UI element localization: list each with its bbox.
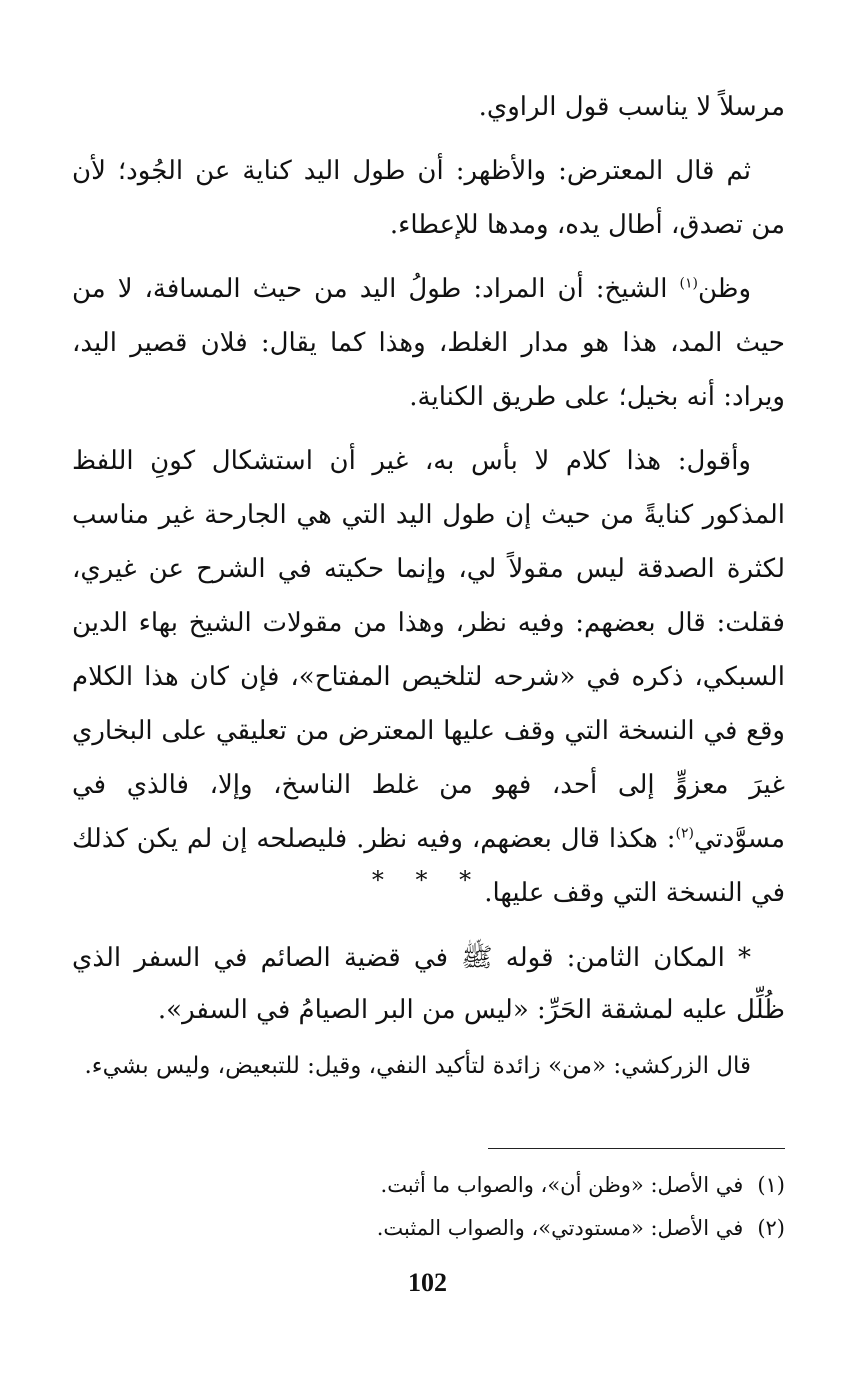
footnotes	[72, 1164, 785, 1250]
footnote-divider	[488, 1148, 785, 1149]
footnote-2-number: (٢)	[757, 1216, 785, 1240]
paragraph-4	[72, 434, 785, 920]
paragraph-4-rest: : هكذا قال بعضهم، وفيه نظر. فليصلحه إن لم يكن كذلك في النسخة التي وقف عليها.	[72, 824, 785, 908]
footnote-1	[72, 1164, 785, 1207]
paragraph-1: مرسلاً لا يناسب قول الراوي.	[478, 92, 785, 122]
section-separator: * * *	[371, 866, 484, 894]
page-number: 102	[408, 1268, 447, 1297]
paragraph-2: ثم قال المعترض: والأظهر: أن طول اليد كناية عن الجُود؛ لأن من تصدق، أطال يده، ومدها للإعطاء.	[72, 156, 785, 240]
footnote-1-number: (١)	[757, 1173, 785, 1197]
main-text	[72, 80, 785, 930]
section-heading: * المكان الثامن: قوله ﷺ في قضية الصائم في السفر الذي ظُلِّل عليه لمشقة الحَرِّ: «ليس من البر الصيامُ في السفر».	[72, 943, 785, 1025]
footnote-1-text: في الأصل: «وظن أن»، والصواب ما أثبت.	[380, 1173, 744, 1197]
footnote-ref-1: (١)	[679, 275, 698, 292]
paragraph-3-rest: الشيخ: أن المراد: طولُ اليد من حيث المسافة، لا من حيث المد، هذا هو مدار الغلط، وهذا كما يقال: فلان قصير اليد، ويراد: أنه بخيل؛ على طريق الكناية.	[72, 274, 785, 412]
paragraph-3	[72, 262, 785, 424]
footnote-ref-2: (٢)	[675, 825, 694, 842]
section-eighth-place	[72, 932, 785, 1092]
footnote-2	[72, 1207, 785, 1250]
paragraph-4-start: وأقول: هذا كلام لا بأس به، غير أن استشكال كونِ اللفظ المذكور كنايةً من حيث إن طول اليد التي هي الجارحة غير مناسب لكثرة الصدقة ليس مقولاً لي، وإنما حكيته في الشرح عن غيري، فقلت: قال بعضهم: وفيه نظر، وهذا من مقولات الشيخ بهاء الدين السبكي، ذكره في «شرحه لتلخيص المفتاح»، فإن كان هذا الكلام وقع في النسخة التي وقف عليها المعترض من تعليقي على البخاري غيرَ معزوٍّ إلى أحد، فهو من غلط الناسخ، وإلا، فالذي في مسوَّدتي	[72, 446, 785, 854]
paragraph-3-start: وظن	[697, 274, 751, 304]
section-quote: قال الزركشي: «من» زائدة لتأكيد النفي، وقيل: للتبعيض، وليس بشيء.	[84, 1053, 751, 1079]
footnote-2-text: في الأصل: «مستودتي»، والصواب المثبت.	[376, 1216, 744, 1240]
